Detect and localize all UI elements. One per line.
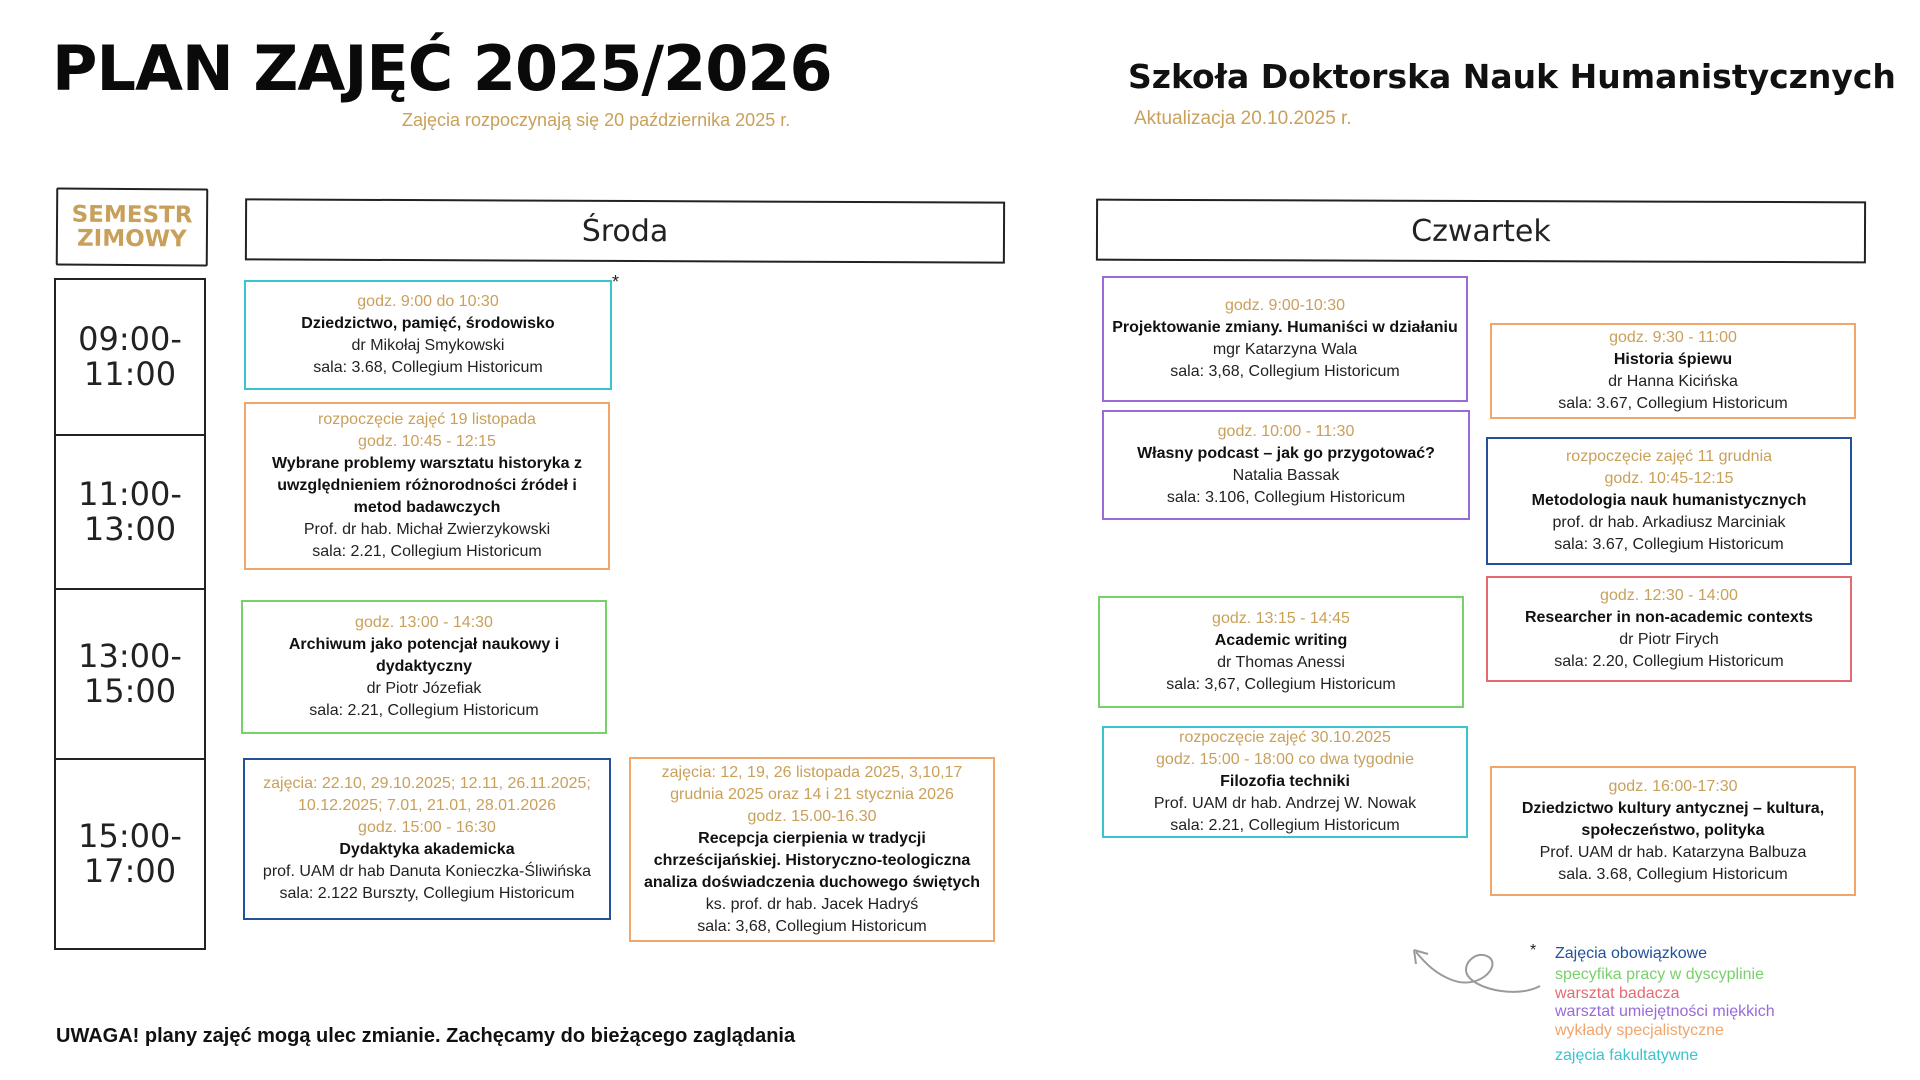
class-time: godz. 10:45 - 12:15 (358, 433, 496, 450)
time-slot-4: 15:00- 17:00 (78, 816, 182, 890)
class-card-thu-8 (1490, 766, 1856, 896)
legend-item-obligatory: Zajęcia obowiązkowe (1555, 945, 1708, 962)
class-card-thu-2 (1490, 323, 1856, 419)
class-room: sala: 2.21, Collegium Historicum (309, 702, 539, 719)
class-teacher: ks. prof. dr hab. Jacek Hadryś (705, 895, 919, 913)
class-time: godz. 12:30 - 14:00 (1600, 587, 1738, 604)
time-slot-2: 11:00- 13:00 (78, 474, 182, 548)
class-time: godz. 15:00 - 18:00 co dwa tygodnie (1156, 751, 1414, 768)
class-time: godz. 9:00 do 10:30 (357, 293, 499, 310)
footer-note: UWAGA! plany zajęć mogą ulec zmianie. Zachęcamy do bieżącego zaglądania (56, 1025, 796, 1047)
time-slot-3: 13:00- 15:00 (78, 636, 182, 710)
class-card-wed-2 (244, 402, 610, 570)
class-room: sala: 3.68, Collegium Historicum (313, 359, 543, 376)
class-time: godz. 15:00 - 16:30 (358, 819, 496, 836)
curved-arrow-icon (1408, 928, 1548, 998)
class-time: godz. 9:00-10:30 (1224, 297, 1346, 314)
class-time: godz. 13:00 - 14:30 (355, 614, 493, 631)
class-teacher: Prof. UAM dr hab. Katarzyna Balbuza (1539, 844, 1807, 861)
school-name: Szkoła Doktorska Nauk Humanistycznych (1128, 57, 1896, 96)
class-time: godz. 10:00 - 11:30 (1217, 423, 1355, 440)
class-teacher: dr Piotr Józefiak (366, 680, 482, 697)
time-column (54, 278, 206, 950)
class-title: Archiwum jako potencjał naukowy i dydaktyczny (288, 636, 560, 675)
class-time: godz. 15.00-16.30 (747, 807, 877, 825)
class-room: sala: 2.21, Collegium Historicum (312, 543, 542, 560)
class-room: sala: 3,67, Collegium Historicum (1166, 676, 1396, 693)
class-title: Academic writing (1214, 632, 1348, 649)
semester-label: SEMESTR ZIMOWY (71, 201, 193, 253)
time-slot-1: 09:00- 11:00 (78, 319, 182, 393)
class-dates: zajęcia: 12, 19, 26 listopada 2025, 3,10,17 grudnia 2025 oraz 14 i 21 stycznia 2026 (661, 763, 963, 803)
class-teacher: dr Hanna Kicińska (1608, 373, 1738, 390)
class-room: sala: 2.122 Burszty, Collegium Historicum (279, 885, 575, 902)
day-header-wednesday: Środa (245, 198, 1005, 263)
class-teacher: dr Mikołaj Smykowski (351, 337, 505, 354)
class-teacher: Prof. dr hab. Michał Zwierzykowski (303, 521, 551, 538)
legend (1555, 944, 1775, 1065)
class-teacher: prof. UAM dr hab Danuta Konieczka-Śliwińska (262, 863, 592, 880)
class-title: Projektowanie zmiany. Humaniści w działaniu (1112, 319, 1458, 336)
class-card-thu-7 (1102, 726, 1468, 838)
class-room: sala: 2.21, Collegium Historicum (1170, 817, 1400, 834)
class-time: godz. 9:30 - 11:00 (1609, 329, 1737, 346)
class-title: Historia śpiewu (1613, 351, 1733, 368)
class-card-thu-4 (1486, 437, 1852, 565)
class-time: godz. 10:45-12:15 (1604, 470, 1734, 487)
class-card-thu-5 (1486, 576, 1852, 682)
class-card-thu-3 (1102, 410, 1470, 520)
class-dates: zajęcia: 22.10, 29.10.2025; 12.11, 26.11.2025; 10.12.2025; 7.01, 21.01, 28.01.2026 (263, 775, 591, 814)
class-card-wed-3 (241, 600, 607, 734)
class-start-note: rozpoczęcie zajęć 11 grudnia (1565, 448, 1773, 465)
class-time: godz. 16:00-17:30 (1608, 778, 1738, 795)
class-room: sala: 3,68, Collegium Historicum (697, 917, 927, 935)
class-room: sala: 3.67, Collegium Historicum (1558, 395, 1788, 412)
class-card-thu-6 (1098, 596, 1464, 708)
page-title: PLAN ZAJĘĆ 2025/2026 (52, 32, 832, 105)
class-teacher: dr Piotr Firych (1619, 631, 1719, 648)
class-teacher: Natalia Bassak (1232, 467, 1340, 484)
legend-item-specialist-lectures: wykłady specjalistyczne (1555, 1022, 1724, 1039)
day-header-thursday: Czwartek (1096, 199, 1866, 264)
class-teacher: mgr Katarzyna Wala (1212, 341, 1358, 358)
class-room: sala: 3.67, Collegium Historicum (1554, 536, 1784, 553)
class-start-note: rozpoczęcie zajęć 19 listopada (318, 411, 536, 428)
asterisk-marker: * (612, 272, 620, 292)
class-title: Wybrane problemy warsztatu historyka z uwzględnieniem różnorodności źródeł i metod badawczych (271, 455, 582, 516)
class-room: sala. 3.68, Collegium Historicum (1558, 866, 1788, 883)
class-title: Dziedzictwo, pamięć, środowisko (301, 315, 555, 332)
class-time: godz. 13:15 - 14:45 (1212, 610, 1350, 627)
class-title: Własny podcast – jak go przygotować? (1137, 445, 1435, 462)
class-teacher: dr Thomas Anessi (1217, 654, 1345, 671)
class-title: Filozofia techniki (1220, 773, 1350, 790)
class-room: sala: 2.20, Collegium Historicum (1554, 653, 1784, 670)
legend-asterisk: * (1530, 942, 1537, 959)
legend-item-soft-skills: warsztat umiejętności miękkich (1555, 1003, 1775, 1020)
class-room: sala: 3.106, Collegium Historicum (1166, 489, 1406, 506)
start-note: Zajęcia rozpoczynają się 20 października 2025 r. (402, 110, 791, 130)
class-title: Recepcja cierpienia w tradycji chrześcijańskiej. Historyczno-teologiczna analiza doświadczenia duchowego świętych (643, 829, 981, 891)
semester-label-box (56, 187, 209, 266)
class-title: Researcher in non-academic contexts (1524, 609, 1814, 626)
class-card-wed-5 (629, 757, 995, 942)
class-teacher: prof. dr hab. Arkadiusz Marciniak (1552, 514, 1786, 531)
update-note: Aktualizacja 20.10.2025 r. (1134, 108, 1352, 129)
class-title: Dziedzictwo kultury antycznej – kultura, społeczeństwo, polityka (1521, 800, 1825, 839)
class-title: Dydaktyka akademicka (339, 841, 515, 858)
class-card-wed-4 (243, 758, 611, 920)
class-start-note: rozpoczęcie zajęć 30.10.2025 (1179, 729, 1391, 746)
legend-item-research-workshop: warsztat badacza (1555, 985, 1680, 1002)
class-card-thu-1 (1102, 276, 1468, 402)
class-card-wed-1 (244, 280, 612, 390)
class-title: Metodologia nauk humanistycznych (1531, 492, 1807, 509)
class-room: sala: 3,68, Collegium Historicum (1170, 363, 1400, 380)
class-teacher: Prof. UAM dr hab. Andrzej W. Nowak (1153, 795, 1417, 812)
legend-item-elective: zajęcia fakultatywne (1555, 1047, 1699, 1064)
legend-item-discipline: specyfika pracy w dyscyplinie (1555, 966, 1764, 983)
